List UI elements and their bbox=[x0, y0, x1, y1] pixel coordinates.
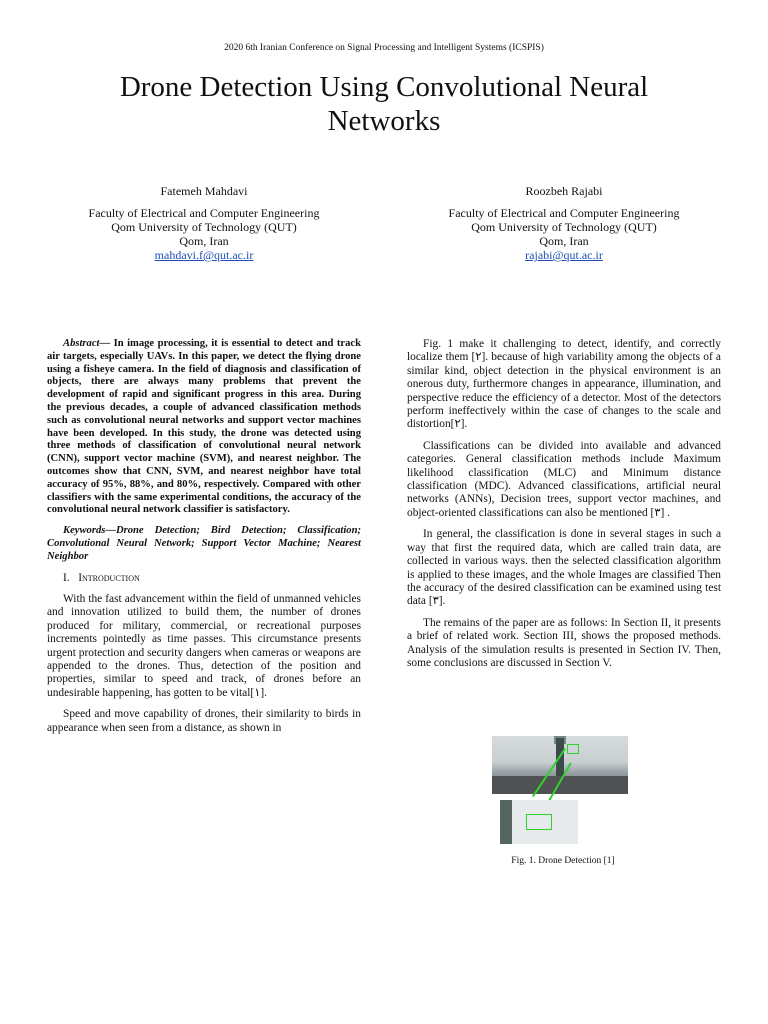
right-column bbox=[407, 338, 721, 678]
conference-header: 2020 6th Iranian Conference on Signal Processing and Intelligent Systems (ICSPIS) bbox=[224, 43, 544, 53]
figure-photo-zoom bbox=[500, 800, 578, 844]
figure-photo-scene bbox=[492, 736, 628, 794]
body-paragraph: In general, the classification is done in several stages in such a way that first the required data, which are called train data, are collected in various ways. then the selected classification algorithm is applied to these images, and the whole Images are classified Then the accuracy of the desired classification can be examined using test data [٣]. bbox=[407, 528, 721, 608]
author-email-link[interactable]: rajabi@qut.ac.ir bbox=[525, 248, 603, 262]
abstract bbox=[47, 338, 361, 517]
body-paragraph: Classifications can be divided into available and advanced categories. General classification methods include Maximum likelihood classification (MLC) and Minimum distance classification (MDC). Advanced classifications, artificial neural networks (ANNs), Decision trees, support vector machines, and object-oriented classifications can also be mentioned [٣] . bbox=[407, 439, 721, 519]
abstract-dash: — bbox=[99, 338, 114, 349]
left-column bbox=[47, 338, 361, 743]
author-email-link[interactable]: mahdavi.f@qut.ac.ir bbox=[154, 248, 254, 262]
section-first-letter: I bbox=[78, 571, 82, 584]
body-paragraph: Fig. 1 make it challenging to detect, identify, and correctly localize them [٢]. because of high variability among the objects of a similar kind, object detection in the physical environment is an onerous duty, furthermore changes in appearance, illumination, and perspective reduce the efficiency of a detector. Most of the detectors perform ineffectively within the case of changes to the scale and distortion[٢]. bbox=[407, 338, 721, 431]
author-name: Roozbeh Rajabi bbox=[525, 184, 603, 198]
keywords bbox=[47, 525, 361, 563]
author-dept: Faculty of Electrical and Computer Engineering bbox=[88, 206, 320, 220]
author-dept: Faculty of Electrical and Computer Engineering bbox=[448, 206, 680, 220]
author-university: Qom University of Technology (QUT) bbox=[471, 220, 657, 234]
section-number: I. bbox=[63, 571, 70, 584]
abstract-label: Abstract bbox=[63, 338, 100, 349]
lighthouse-detail bbox=[500, 800, 512, 844]
section-heading-introduction bbox=[47, 572, 361, 585]
detection-box-zoom bbox=[526, 814, 552, 830]
author-university: Qom University of Technology (QUT) bbox=[111, 220, 297, 234]
abstract-text: In image processing, it is essential to detect and track air targets, especially UAVs. In this paper, we detect the flying drone using a fisheye camera. In the field of diagnosis and classification of objects, there are always many problems that prevent the development of rapid and significant progress in this area. During the previous decades, a couple of advanced classification methods such as convolutional neural networks and support vector machines have been developed. In this study, the drone was detected using three methods of classification of convolutional neural network (CNN), support vector machine (SVM), and nearest neighbor. The outcomes show that CNN, SVM, and nearest neighbor have total accuracy of 95%, 88%, and 80%, respectively. Compared with other classifiers with the same experimental conditions, the accuracy of the convolutional neural network classifier is satisfactory. bbox=[47, 338, 361, 516]
body-paragraph: The remains of the paper are as follows: In Section II, it presents a brief of related work. Section III, shows the proposed methods. Analysis of the simulation results is presented in Section IV. Then, some conclusions are discussed in Section V. bbox=[407, 616, 721, 669]
paper-title: Drone Detection Using Convolutional Neural Networks bbox=[119, 71, 649, 137]
author-block-2 bbox=[394, 184, 734, 262]
body-paragraph: Speed and move capability of drones, their similarity to birds in appearance when seen from a distance, as shown in bbox=[47, 708, 361, 734]
keywords-dash: — bbox=[105, 525, 116, 537]
section-title-rest: ntroduction bbox=[82, 571, 140, 584]
keywords-label: Keywords bbox=[63, 525, 106, 537]
figure-caption: Fig. 1. Drone Detection [1] bbox=[511, 856, 615, 866]
figure-drone-detection bbox=[492, 736, 628, 844]
body-paragraph: With the fast advancement within the field of unmanned vehicles and innovation utilized to build them, the number of drones produced for military, commercial, or recreational purposes increments pointedly as time passes. This circumstance presents urgent protection and security dangers when cameras or weapons are appended to the drones. Thus, detection of the position and properties, similar to speed and track, of drones before an undesirable happening, has gotten to be vital[١]. bbox=[47, 592, 361, 699]
keywords-text: Drone Detection; Bird Detection; Classification; Convolutional Neural Network; Support Vector Machine; Nearest Neighbor bbox=[47, 525, 361, 562]
author-location: Qom, Iran bbox=[179, 234, 229, 248]
author-name: Fatemeh Mahdavi bbox=[160, 184, 248, 198]
author-block-1 bbox=[34, 184, 374, 262]
author-location: Qom, Iran bbox=[539, 234, 589, 248]
detection-box-small bbox=[567, 744, 579, 754]
